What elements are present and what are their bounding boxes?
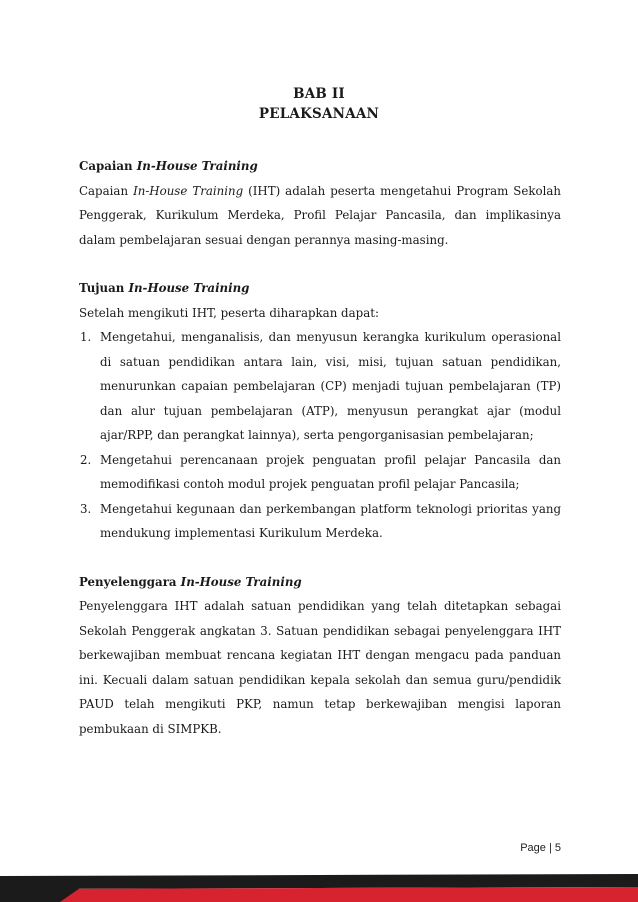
section-title-tujuan: Tujuan In-House Training (79, 281, 250, 295)
footer-red-stripe (0, 887, 638, 902)
section-title-penyelenggara: Penyelenggara In-House Training (79, 574, 302, 589)
page-number: Page | 5 (520, 842, 561, 854)
footer-dark-stripe (0, 874, 638, 889)
tujuan-list (79, 325, 561, 546)
footer-band (0, 870, 638, 902)
chapter-label: BAB II (293, 86, 345, 102)
list-item: 2. Mengetahui perencanaan projek penguatan profil pelajar Pancasila dan memodifikasi contoh modul projek penguatan profil pelajar Pancasila; (80, 452, 561, 491)
paragraph-capaian: Capaian In-House Training (IHT) adalah peserta mengetahui Program Sekolah Penggerak, Kurikulum Merdeka, Profil Pelajar Pancasila, dan implikasinya dalam pembelajaran sesuai dengan perannya masing-masing. (79, 183, 562, 247)
paragraph-tujuan-intro: Setelah mengikuti IHT, peserta diharapkan dapat: (79, 305, 379, 320)
section-title-capaian: Capaian In-House Training (79, 159, 258, 173)
chapter-title: PELAKSANAAN (258, 106, 380, 122)
list-item: 3. Mengetahui kegunaan dan perkembangan platform teknologi prioritas yang mendukung implementasi Kurikulum Merdeka. (80, 501, 561, 540)
paragraph-penyelenggara: Penyelenggara IHT adalah satuan pendidikan yang telah ditetapkan sebagai Sekolah Penggerak angkatan 3. Satuan pendidikan sebagai penyelenggara IHT berkewajiban membuat rencana kegiatan IHT dengan mengacu pada panduan ini. Kecuali dalam satuan pendidikan kepala sekolah dan semua guru/pendidik PAUD telah mengikuti PKP, namun tetap berkewajiban mengisi laporan pembukaan di SIMPKB. (79, 599, 561, 736)
footer-stripes (0, 870, 638, 902)
list-item: 1. Mengetahui, menganalisis, dan menyusun kerangka kurikulum operasional di satuan pendidikan antara lain, visi, misi, tujuan satuan pendidikan, menurunkan capaian pembelajaran (CP) menjadi tujuan pembelajaran (TP) dan alur tujuan pembelajaran (ATP), menyusun perangkat ajar (modul ajar/RPP, dan perangkat lainnya), serta pengorganisasian pembelajaran; (80, 330, 561, 442)
document-body (79, 154, 561, 741)
